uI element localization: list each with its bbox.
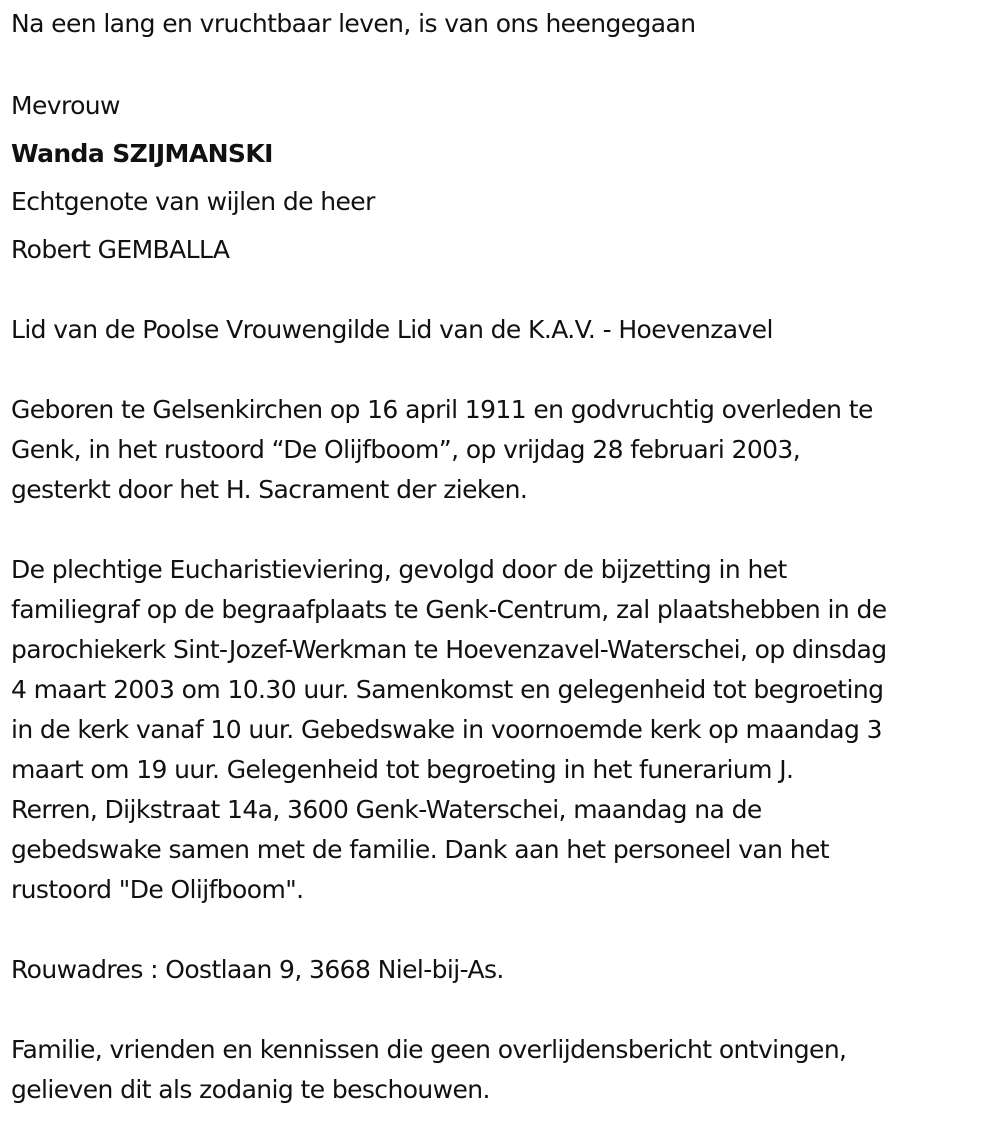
- mourning-address: Rouwadres : Oostlaan 9, 3668 Niel-bij-As.: [11, 955, 504, 984]
- membership-line: Lid van de Poolse Vrouwengilde Lid van de K.A.V. - Hoevenzavel: [11, 315, 773, 344]
- closing-paragraph: Familie, vrienden en kennissen die geen overlijdensbericht ontvingen, gelieven dit als zodanig te beschouwen.: [11, 1035, 847, 1104]
- opening-line: Na een lang en vruchtbaar leven, is van ons heengegaan: [11, 9, 696, 38]
- deceased-name: Wanda SZIJMANSKI: [11, 139, 273, 168]
- spouse-name: Robert GEMBALLA: [11, 235, 230, 264]
- spouse-intro: Echtgenote van wijlen de heer: [11, 187, 375, 216]
- birth-death-paragraph: Geboren te Gelsenkirchen op 16 april 1911 en godvruchtig overleden te Genk, in het rustoord “De Olijfboom”, op vrijdag 28 februari 2003, gesterkt door het H. Sacrament der zieken.: [11, 395, 873, 504]
- ceremony-paragraph: De plechtige Eucharistieviering, gevolgd door de bijzetting in het familiegraf op de begraafplaats te Genk-Centrum, zal plaatshebben in de parochiekerk Sint-Jozef-Werkman te Hoevenzavel-Waterschei, op dinsdag 4 maart 2003 om 10.30 uur. Samenkomst en gelegenheid tot begroeting in de kerk vanaf 10 uur. Gebedswake in voornoemde kerk op maandag 3 maart om 19 uur. Gelegenheid tot begroeting in het funerarium J. Rerren, Dijkstraat 14a, 3600 Genk-Waterschei, maandag na de gebedswake samen met de familie. Dank aan het personeel van het rustoord "De Olijfboom".: [11, 555, 887, 904]
- salutation: Mevrouw: [11, 91, 120, 120]
